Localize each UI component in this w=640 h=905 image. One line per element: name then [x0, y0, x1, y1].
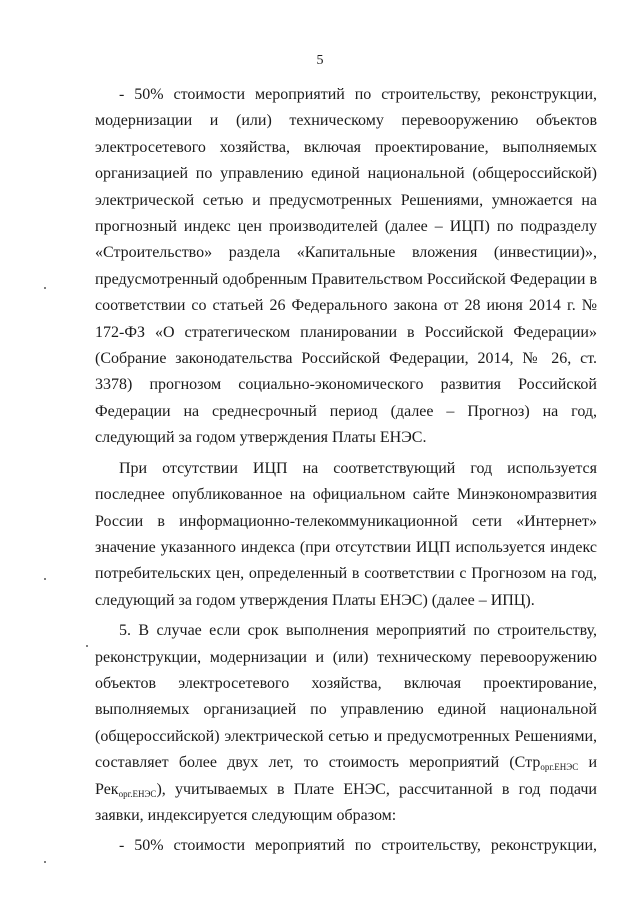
paragraph-3-text-before: 5. В случае если срок выполнения мероприятий по строительству, реконструкции, модернизации и (или) техническому перевооружению объектов электросетевого хозяйства, включая проектирование, выполняемых организацией по управлению единой национальной (общероссийской) электрической сетью и предусмотренных Решениями, составляет более двух лет, то стоимость мероприятий (Стр — [95, 622, 597, 772]
scan-speck — [44, 578, 46, 580]
paragraph-3-text-after: ), учитываемых в Плате ЕНЭС, рассчитанной в год подачи заявки, индексируется следующим образом: — [95, 780, 597, 824]
paragraph-3-subscript-1: орг.ЕНЭС — [540, 762, 579, 773]
paragraph-3-text-mid: и Рек — [95, 754, 598, 798]
page-number: 5 — [316, 53, 324, 68]
scan-speck — [86, 645, 88, 647]
document-body — [95, 82, 597, 860]
paragraph-2: При отсутствии ИЦП на соответствующий год используется последнее опубликованное на официальном сайте Минэкономразвития России в информационно-телекоммуникационной сети «Интернет» значение указанного индекса (при отсутствии ИЦП используется индекс потребительских цен, определенный в соответствии с Прогнозом на год, следующий за годом утверждения Платы ЕНЭС) (далее – ИПЦ). — [95, 459, 597, 609]
paragraph-4: - 50% стоимости мероприятий по строительству, реконструкции, — [119, 837, 597, 855]
scan-speck — [44, 861, 46, 863]
paragraph-1: - 50% стоимости мероприятий по строительству, реконструкции, модернизации и (или) техническому перевооружению объектов электросетевого хозяйства, включая проектирование, выполняемых организацией по управлению единой национальной (общероссийской) электрической сетью и предусмотренных Решениями, умножается на прогнозный индекс цен производителей (далее – ИЦП) по подразделу «Строительство» раздела «Капитальные вложения (инвестиции)», предусмотренный одобренным Правительством Российской Федерации в соответствии со статьей 26 Федерального закона от 28 июня 2014 г. № 172-ФЗ «О стратегическом планировании в Российской Федерации» (Собрание законодательства Российской Федерации, 2014, № 26, ст. 3378) прогнозом социально-экономического развития Российской Федерации на среднесрочный период (далее – Прогноз) на год, следующий за годом утверждения Платы ЕНЭС. — [95, 86, 597, 447]
scan-speck — [44, 287, 46, 289]
paragraph-3 — [95, 618, 597, 829]
paragraph-3-subscript-2: орг.ЕНЭС — [118, 788, 157, 799]
